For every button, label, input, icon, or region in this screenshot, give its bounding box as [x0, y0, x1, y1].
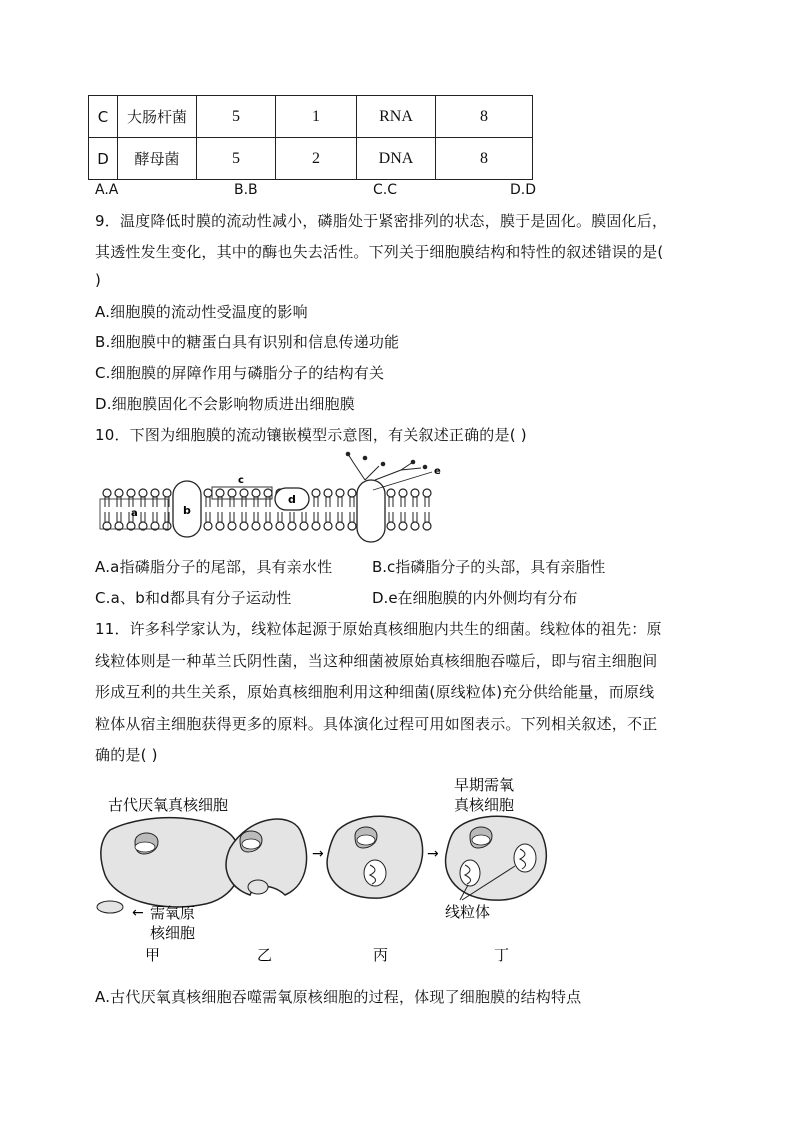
membrane-diagram — [95, 450, 445, 550]
label-c: c — [238, 475, 244, 486]
mitochondrion-icon — [514, 844, 536, 872]
q8-option-c: C.C — [373, 182, 398, 198]
table-cell: 5 — [197, 138, 276, 180]
q9-stem-line: ) — [95, 271, 102, 289]
arrow-icon: → — [312, 846, 324, 862]
glycoprotein — [357, 480, 385, 542]
q9-option-d: D.细胞膜固化不会影响物质进出细胞膜 — [95, 395, 355, 413]
sugar-dots — [346, 452, 428, 470]
cell-jia — [101, 818, 241, 907]
q11-stem-line: 11．许多科学家认为，线粒体起源于原始真核细胞内共生的细菌。线粒体的祖先：原 — [95, 620, 662, 638]
q9-option-b: B.细胞膜中的糖蛋白具有识别和信息传递功能 — [95, 333, 400, 351]
q8-option-b: B.B — [234, 182, 258, 198]
data-table — [88, 95, 533, 180]
table-cell: 8 — [436, 96, 533, 138]
label-a: a — [131, 508, 138, 519]
stage-bing: 丙 — [373, 946, 389, 964]
table-row — [89, 96, 533, 138]
arrow-icon: → — [427, 846, 439, 862]
engulfed-prokaryote-icon — [248, 880, 268, 894]
table-cell: 5 — [197, 96, 276, 138]
label-early-2: 真核细胞 — [454, 796, 515, 814]
row-label: C — [89, 96, 118, 138]
table-cell: RNA — [357, 96, 436, 138]
mitochondria-origin-diagram — [90, 770, 570, 970]
prokaryote-icon — [97, 901, 123, 913]
q8-option-d: D.D — [510, 182, 537, 198]
table-cell: 8 — [436, 138, 533, 180]
q10-option-b: B.c指磷脂分子的头部，具有亲脂性 — [372, 558, 606, 576]
q11-stem-line: 形成互利的共生关系，原始真核细胞利用这种细菌(原线粒体)充分供给能量，而原线 — [95, 683, 655, 701]
arrow-icon: ← — [132, 905, 144, 921]
label-e: e — [434, 466, 441, 477]
q9-option-c: C.细胞膜的屏障作用与磷脂分子的结构有关 — [95, 364, 385, 382]
table-row — [89, 138, 533, 180]
q10-option-c: C.a、b和d都具有分子运动性 — [95, 589, 292, 607]
label-early-1: 早期需氧 — [454, 776, 515, 794]
organism-cell: 大肠杆菌 — [118, 96, 197, 138]
label-e-line — [373, 472, 432, 490]
row-label: D — [89, 138, 118, 180]
stage-ding: 丁 — [494, 946, 510, 964]
q9-stem-line: 其透性发生变化，其中的酶也失去活性。下列关于细胞膜结构和特性的叙述错误的是( — [95, 243, 664, 261]
q8-option-a: A.A — [95, 182, 119, 198]
stage-yi: 乙 — [257, 946, 273, 964]
label-mito: 线粒体 — [445, 903, 491, 921]
q10-stem: 10．下图为细胞膜的流动镶嵌模型示意图，有关叙述正确的是( ) — [95, 426, 527, 444]
q9-option-a: A.细胞膜的流动性受温度的影响 — [95, 303, 308, 321]
label-prokaryote-1: 需氧原 — [150, 904, 196, 922]
q9-stem-line: 9．温度降低时膜的流动性减小，磷脂处于紧密排列的状态，膜于是固化。膜固化后， — [95, 212, 668, 230]
label-prokaryote-2: 核细胞 — [150, 924, 196, 942]
q10-option-d: D.e在细胞膜的内外侧均有分布 — [372, 589, 578, 607]
q11-stem-line: 线粒体则是一种革兰氏阴性菌，当这种细菌被原始真核细胞吞噬后，即与宿主细胞间 — [95, 652, 658, 670]
sugar-chains — [348, 454, 421, 480]
table-cell: 1 — [276, 96, 357, 138]
table-cell: 2 — [276, 138, 357, 180]
stage-jia: 甲 — [145, 946, 161, 964]
label-ancient: 古代厌氧真核细胞 — [108, 796, 229, 814]
q10-option-a: A.a指磷脂分子的尾部，具有亲水性 — [95, 558, 333, 576]
organism-cell: 酵母菌 — [118, 138, 197, 180]
label-b: b — [183, 504, 191, 517]
q11-option-a: A.古代厌氧真核细胞吞噬需氧原核细胞的过程，体现了细胞膜的结构特点 — [95, 988, 582, 1006]
label-d: d — [288, 493, 296, 506]
table-cell: DNA — [357, 138, 436, 180]
q11-stem-line: 确的是( ) — [95, 746, 158, 764]
q11-stem-line: 粒体从宿主细胞获得更多的原料。具体演化过程可用如图表示。下列相关叙述，不正 — [95, 715, 658, 733]
